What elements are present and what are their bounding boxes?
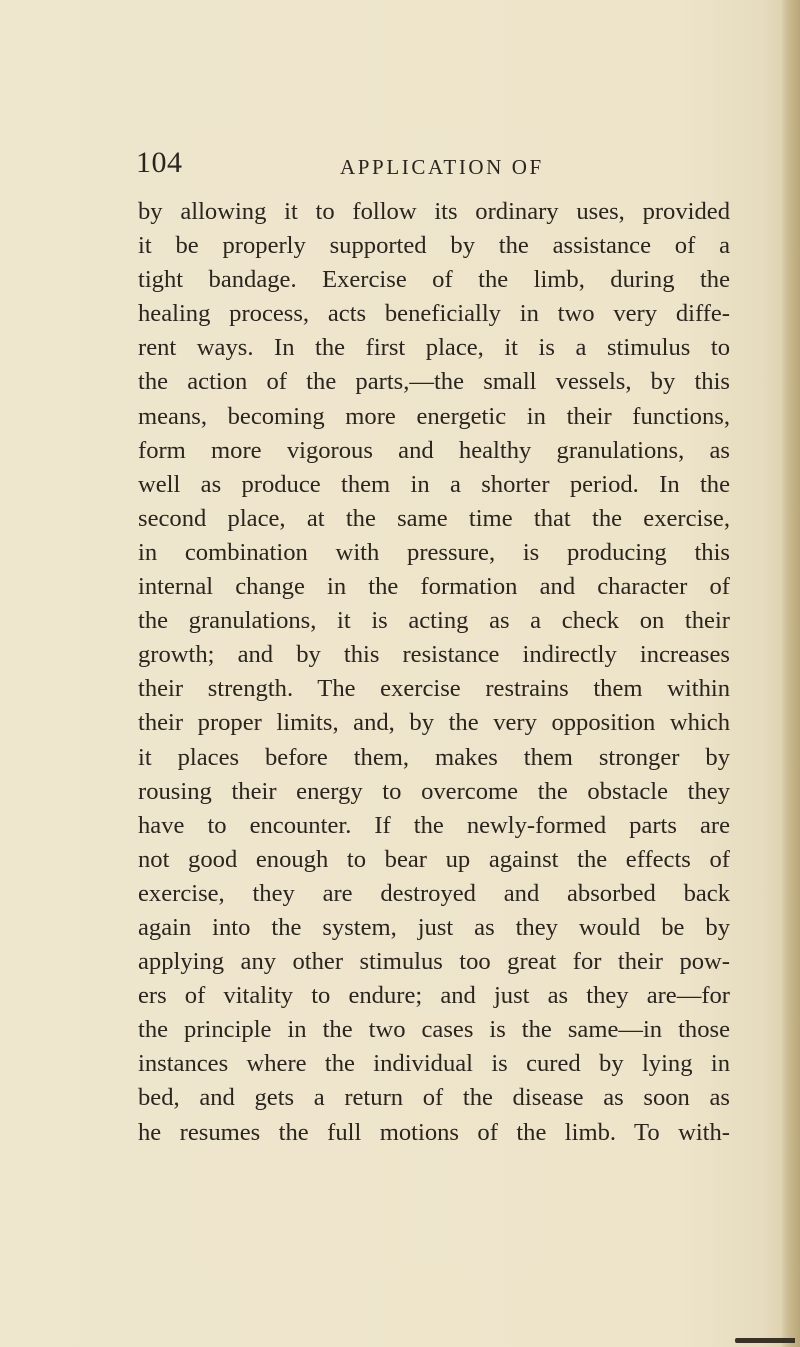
text-line: exercise, they are destroyed and absorbed back — [138, 879, 730, 907]
body-text — [138, 195, 730, 1150]
text-line: their proper limits, and, by the very opposition which — [138, 709, 730, 737]
text-line: again into the system, just as they would be by — [138, 913, 730, 941]
text-line: by allowing it to follow its ordinary uses, provided — [138, 198, 730, 225]
page-number: 104 — [136, 146, 183, 179]
text-line: ers of vitality to endure; and just as they are—for — [138, 982, 730, 1010]
text-line: have to encounter. If the newly-formed parts are — [138, 811, 730, 839]
text-line: rousing their energy to overcome the obstacle they — [138, 777, 730, 805]
text-line: it be properly supported by the assistance of a — [138, 232, 730, 260]
text-line: their strength. The exercise restrains them within — [138, 675, 730, 703]
page-header — [136, 148, 736, 184]
text-line: rent ways. In the first place, it is a stimulus to — [138, 334, 730, 362]
text-line: it places before them, makes them stronger by — [138, 743, 730, 771]
text-line: healing process, acts beneficially in two very diffe- — [138, 300, 730, 328]
ink-mark — [735, 1338, 795, 1343]
text-line: he resumes the full motions of the limb. To with- — [138, 1118, 730, 1146]
text-line: in combination with pressure, is producing this — [138, 538, 730, 566]
text-line: well as produce them in a shorter period. In the — [138, 470, 730, 498]
text-line: bed, and gets a return of the disease as soon as — [138, 1084, 730, 1112]
text-line: second place, at the same time that the exercise, — [138, 504, 730, 532]
running-head: APPLICATION OF — [340, 155, 544, 179]
text-line: instances where the individual is cured by lying in — [138, 1050, 730, 1078]
page-edge — [782, 0, 800, 1347]
text-line: internal change in the formation and character of — [138, 573, 730, 601]
text-line: means, becoming more energetic in their functions, — [138, 402, 730, 430]
text-line: the principle in the two cases is the same—in those — [138, 1016, 730, 1044]
text-line: not good enough to bear up against the effects of — [138, 845, 730, 873]
text-line: applying any other stimulus too great for their pow- — [138, 948, 730, 976]
text-line: the granulations, it is acting as a check on their — [138, 607, 730, 635]
text-line: growth; and by this resistance indirectly increases — [138, 641, 730, 669]
text-line: tight bandage. Exercise of the limb, during the — [138, 266, 730, 294]
text-line: form more vigorous and healthy granulations, as — [138, 436, 730, 464]
text-line: the action of the parts,—the small vessels, by this — [138, 368, 730, 396]
